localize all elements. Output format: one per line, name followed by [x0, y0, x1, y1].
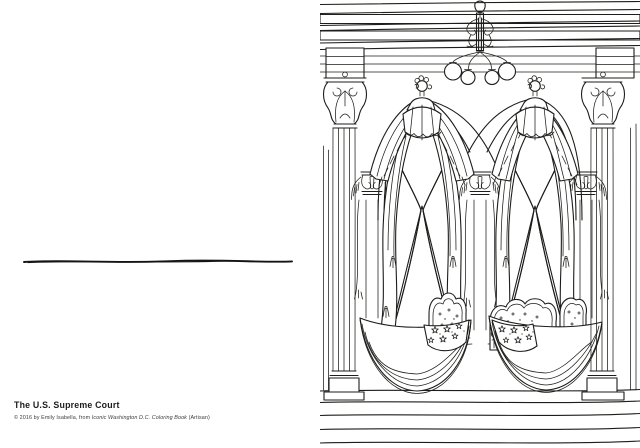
shaft-left-column [333, 128, 355, 371]
flag-bunting-left [360, 318, 471, 394]
column-left [324, 72, 367, 400]
flag-bunting-right [489, 316, 602, 393]
credit-line [14, 415, 314, 421]
right-page [320, 0, 640, 448]
hand-drawn-divider-line [22, 256, 294, 268]
supreme-court-illustration [320, 0, 640, 448]
caption-block [14, 400, 314, 421]
capital-left-column [324, 72, 367, 128]
credit-book-title: Iconic Washington D.C. Coloring Book [91, 415, 187, 421]
pelmet-right-window [516, 105, 554, 140]
credit-prefix: © 2016 by Emily Isabella, from [14, 415, 92, 421]
base-left-column [324, 371, 364, 400]
bust-right-arch [516, 76, 554, 140]
page-title: The U.S. Supreme Court [14, 400, 120, 410]
credit-suffix: (Artisan) [186, 415, 210, 421]
base-right-column [582, 371, 624, 400]
architrave-lines [320, 56, 640, 72]
column-top-blocks [326, 48, 634, 78]
capital-right-column [582, 72, 625, 128]
chandelier-globes [445, 63, 516, 85]
pelmet-left-window [403, 105, 441, 140]
